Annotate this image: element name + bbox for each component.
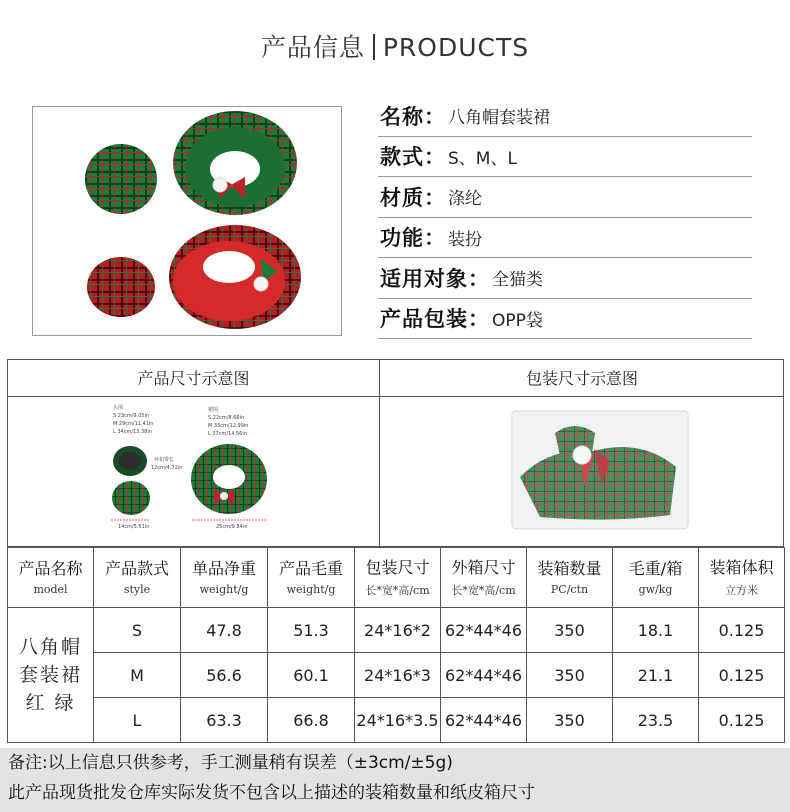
skirt-size-s: S 22cm/8.66in [208,415,245,421]
package-photo [380,397,784,547]
table-cell: 62*44*46 [441,608,527,653]
table-cell: 0.125 [699,608,785,653]
spec-label: 材质： [380,185,446,210]
table-cell: 62*44*46 [441,698,527,743]
page-title [0,28,790,64]
table-cell: 51.3 [268,608,355,653]
spec-row-function [378,218,752,259]
spec-list [378,96,752,339]
product-name-cell: 八角帽 套装裙 红 绿 [8,608,94,743]
strap-length: 12cm/4.72in [151,465,183,471]
spec-value: 八角帽套装裙 [448,108,550,129]
col-header: 装箱数量 PC/ctn [527,548,613,608]
col-header: 包装尺寸 长*宽*高/cm [355,548,441,608]
table-cell: M [94,653,181,698]
title-en: PRODUCTS [382,33,530,62]
table-row [8,698,785,743]
table-cell: 0.125 [699,698,785,743]
col-header: 产品名称 model [8,548,94,608]
spec-value: 装扮 [448,229,482,250]
product-photo-illustration [33,107,341,335]
spec-label: 功能： [380,226,446,251]
title-zh: 产品信息 [260,33,365,62]
spec-row-target [378,258,752,299]
skirt-size-m: M 33cm/12.99in [208,423,249,429]
size-diagram [8,397,379,547]
spec-label: 产品包装： [380,307,490,332]
table-row [8,608,785,653]
spec-value: 全猫类 [492,270,543,291]
skirt-size-l: L 37cm/14.56in [208,431,247,437]
table-cell: 56.6 [181,653,268,698]
diagram-panels [7,359,784,547]
spec-value: OPP袋 [492,310,543,331]
table-cell: S [94,608,181,653]
table-cell: 18.1 [613,608,699,653]
product-photo [32,106,342,336]
col-header: 产品款式 style [94,548,181,608]
skirt-width-label: 25cm/9.84in [216,524,248,530]
table-cell: 23.5 [613,698,699,743]
spec-row-style [378,137,752,178]
col-header: 毛重/箱 gw/kg [613,548,699,608]
package-diagram-caption: 包装尺寸示意图 [380,360,784,397]
table-cell: 24*16*3 [355,653,441,698]
table-cell: 66.8 [268,698,355,743]
hat-size-s: S 23cm/9.05in [113,413,150,419]
col-header: 单品净重 weight/g [181,548,268,608]
table-cell: 21.1 [613,653,699,698]
table-cell: 24*16*3.5 [355,698,441,743]
spec-row-packaging [378,299,752,340]
table-header-row [8,548,785,608]
spec-label: 名称： [380,104,446,129]
strap-label: 环扣带长 [154,457,175,463]
table-cell: 350 [527,653,613,698]
spec-row-material [378,177,752,218]
col-header: 产品毛重 weight/g [268,548,355,608]
hat-width-label: 14cm/5.51in [118,524,150,530]
spec-value: S、M、L [448,148,517,169]
spec-table [7,547,785,743]
hat-size-l: L 34cm/13.38in [113,429,152,435]
spec-label: 适用对象： [380,266,490,291]
skirt-size-title: 裙围 [208,407,219,413]
table-cell: 350 [527,608,613,653]
col-header: 外箱尺寸 长*宽*高/cm [441,548,527,608]
table-cell: 60.1 [268,653,355,698]
title-divider [373,34,375,60]
table-cell: 0.125 [699,653,785,698]
remark-line: 备注:以上信息只供参考，手工测量稍有误差（±3cm/±5g) [8,753,453,773]
table-cell: 62*44*46 [441,653,527,698]
table-cell: 24*16*2 [355,608,441,653]
table-cell: 350 [527,698,613,743]
table-cell: 63.3 [181,698,268,743]
remark-line: 此产品现货批发仓库实际发货不包含以上描述的装箱数量和纸皮箱尺寸 [8,783,535,803]
remarks [0,748,790,812]
spec-value: 涤纶 [448,189,482,210]
hat-size-m: M 29cm/11.41in [113,421,154,427]
col-header: 装箱体积 立方米 [699,548,785,608]
spec-label: 款式： [380,145,446,170]
table-cell: 47.8 [181,608,268,653]
size-diagram-caption: 产品尺寸示意图 [8,360,379,397]
table-cell: L [94,698,181,743]
spec-row-name [378,96,752,137]
table-row [8,653,785,698]
hat-size-title: 头围 [113,405,124,411]
